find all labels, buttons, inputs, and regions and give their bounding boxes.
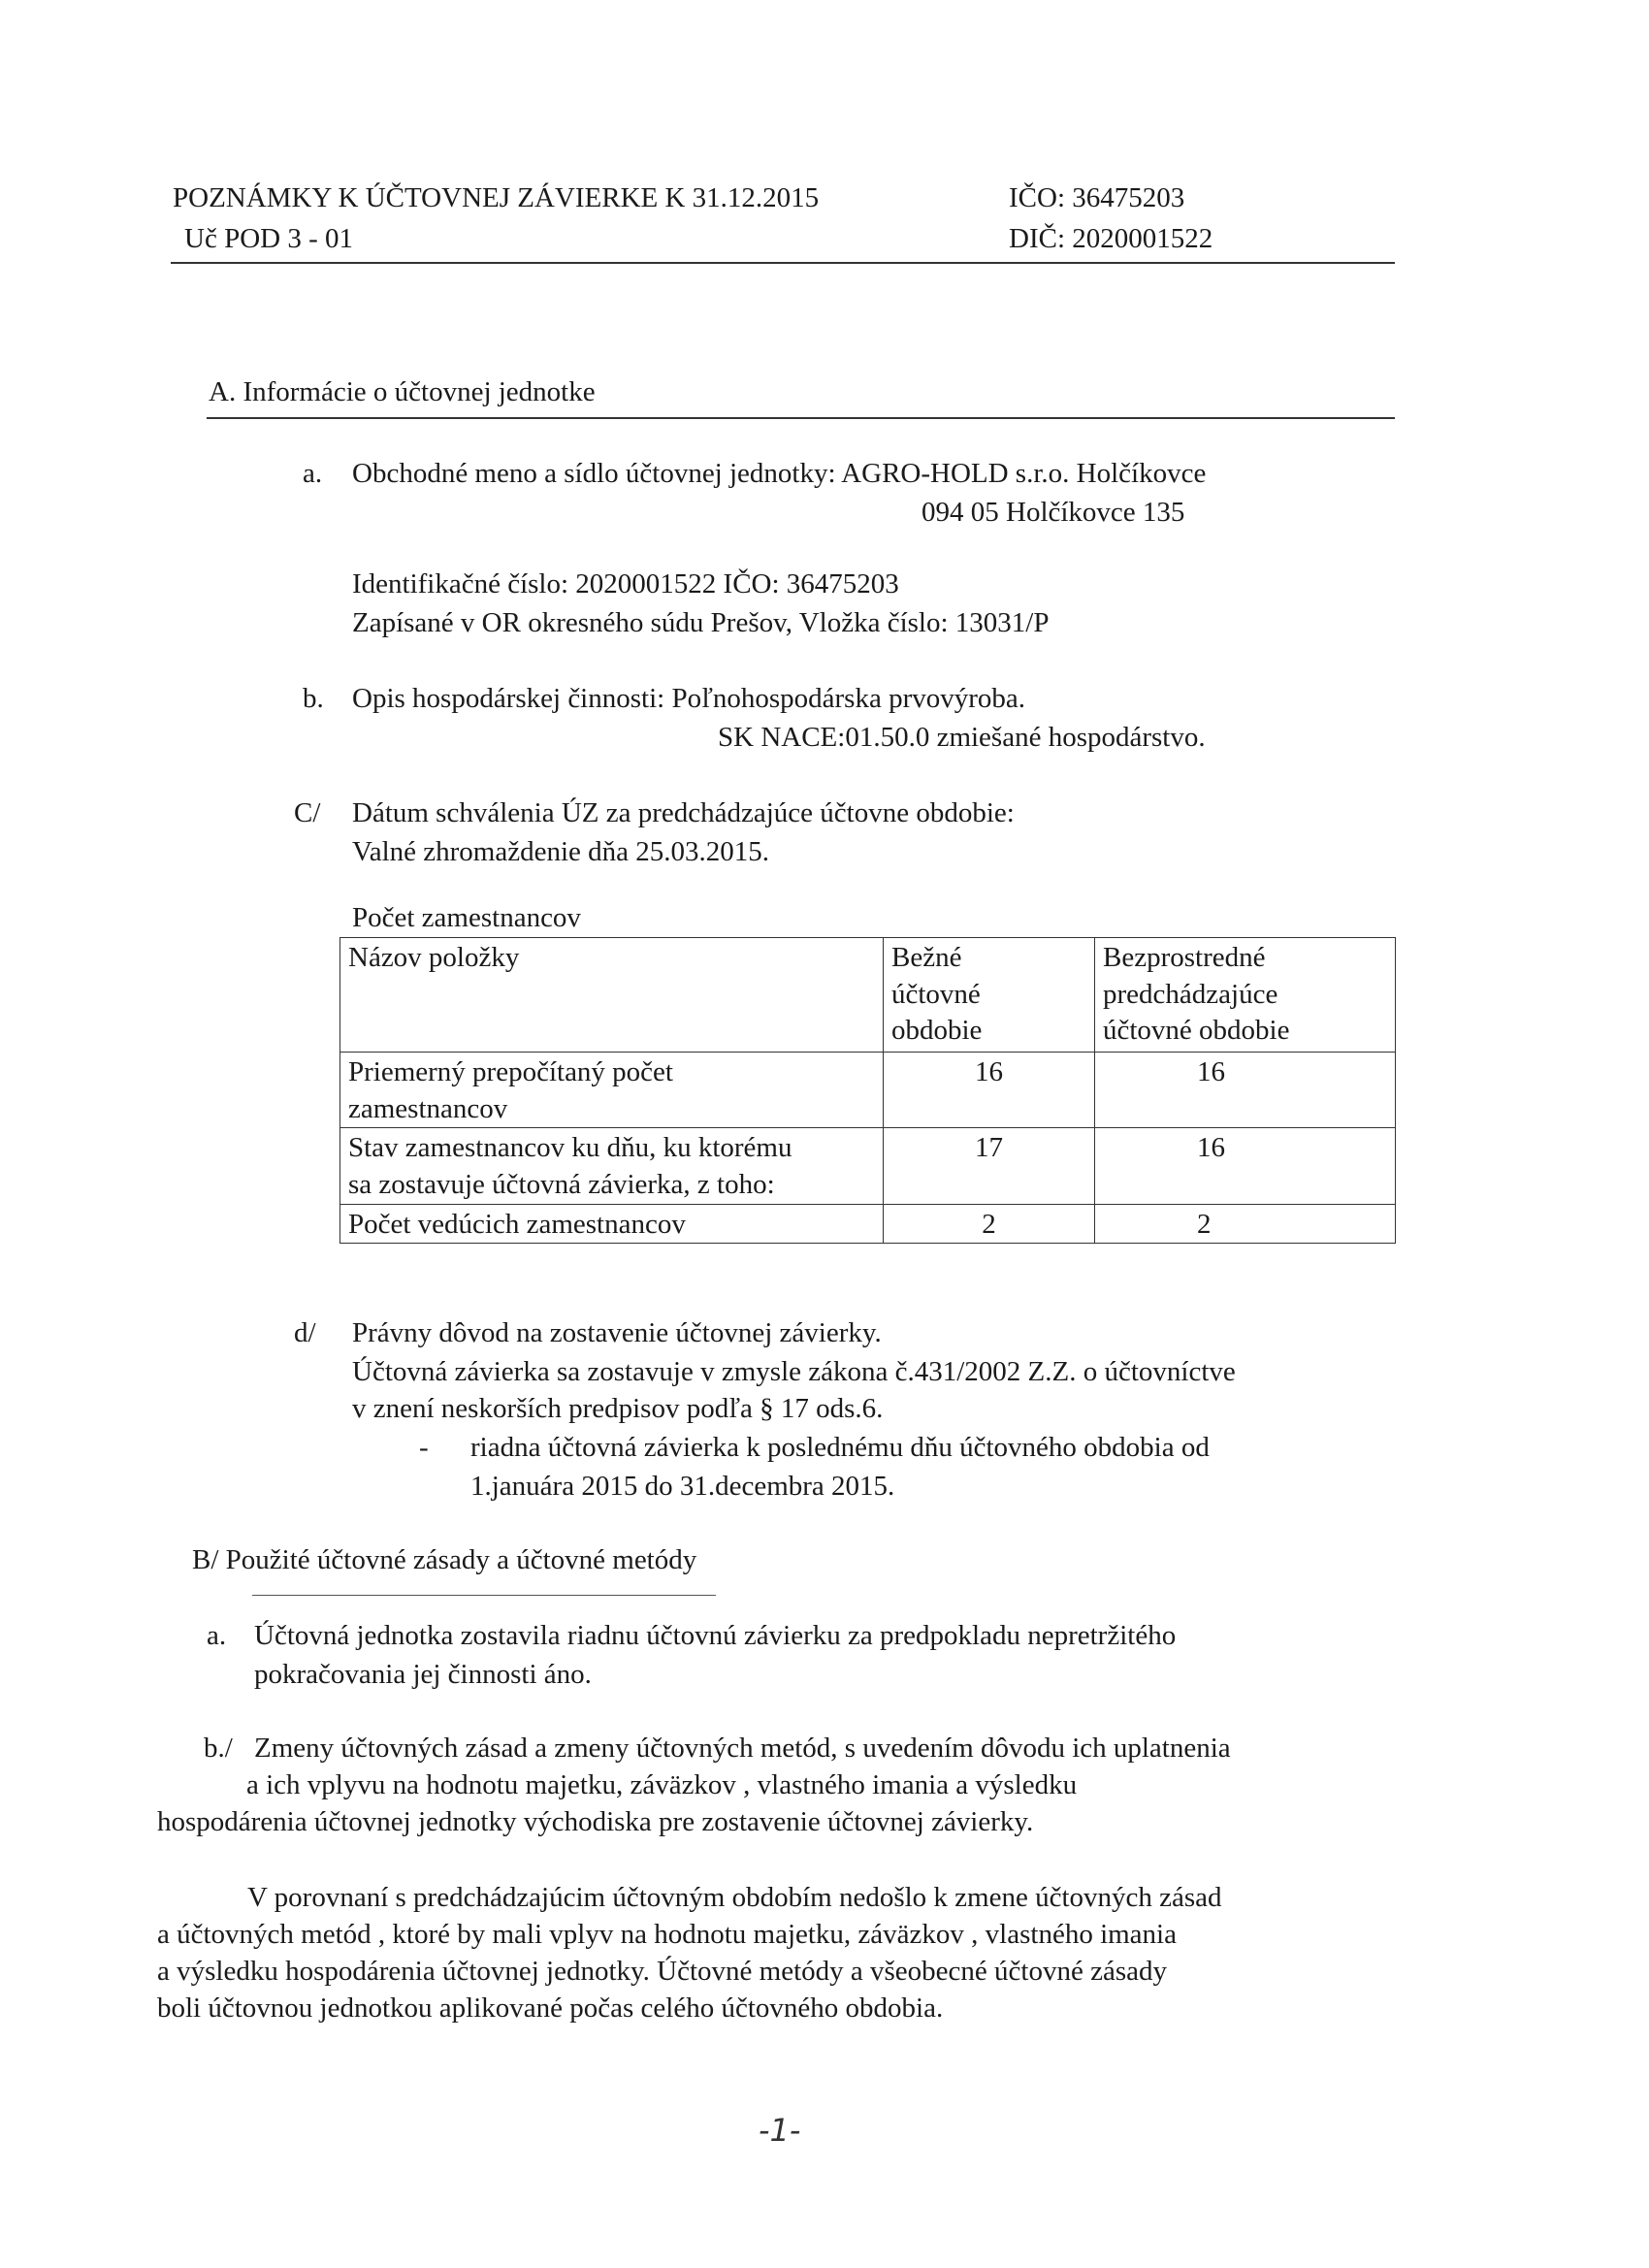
item-d-label: d/ <box>294 1317 316 1348</box>
nace-code: SK NACE:01.50.0 zmiešané hospodárstvo. <box>718 722 1206 753</box>
section-a-divider <box>207 417 1395 419</box>
bullet-item-line1: riadna účtovná závierka k poslednému dňu účtovného obdobia od <box>470 1432 1210 1463</box>
paragraph-line4: boli účtovnou jednotkou aplikované počas celého účtovného obdobia. <box>157 1993 944 2024</box>
item-b-a-label: a. <box>207 1620 227 1651</box>
row-previous: 16 <box>1095 1053 1396 1128</box>
header-current-period: Bežné účtovné obdobie <box>884 938 1095 1053</box>
table-row <box>340 1204 1396 1244</box>
section-b-divider <box>252 1595 716 1596</box>
approval-date: Valné zhromaždenie dňa 25.03.2015. <box>352 836 770 867</box>
paragraph-line1: V porovnaní s predchádzajúcim účtovným obdobím nedošlo k zmene účtovných zásad <box>247 1882 1222 1913</box>
document-title: POZNÁMKY K ÚČTOVNEJ ZÁVIERKE K 31.12.2015 <box>173 182 820 213</box>
company-address: 094 05 Holčíkovce 135 <box>922 497 1185 528</box>
approval-date-title: Dátum schválenia ÚZ za predchádzajúce účtovne obdobie: <box>352 797 1015 828</box>
row-current: 16 <box>884 1053 1095 1128</box>
header-divider <box>171 262 1395 264</box>
table-header-row <box>340 938 1396 1053</box>
legal-basis-title: Právny dôvod na zostavenie účtovnej závierky. <box>352 1317 882 1348</box>
identification-line: Identifikačné číslo: 2020001522 IČO: 36475203 <box>352 568 899 599</box>
row-label: Priemerný prepočítaný počet zamestnancov <box>340 1053 884 1128</box>
bullet-item-line2: 1.januára 2015 do 31.decembra 2015. <box>470 1471 895 1502</box>
going-concern-line1: Účtovná jednotka zostavila riadnu účtovnú závierku za predpokladu nepretržitého <box>254 1620 1177 1651</box>
paragraph-line2: a účtovných metód , ktoré by mali vplyv na hodnotu majetku, záväzkov , vlastného imania <box>157 1919 1177 1950</box>
company-name-line: Obchodné meno a sídlo účtovnej jednotky: AGRO-HOLD s.r.o. Holčíkovce <box>352 458 1207 489</box>
header-previous-period: Bezprostredné predchádzajúce účtovné obdobie <box>1095 938 1396 1053</box>
bullet-dash: - <box>419 1432 429 1463</box>
changes-line3: hospodárenia účtovnej jednotky východiska pre zostavenie účtovnej závierky. <box>157 1806 1034 1837</box>
legal-basis-line1: Účtovná závierka sa zostavuje v zmysle zákona č.431/2002 Z.Z. o účtovníctve <box>352 1356 1236 1387</box>
header-ico: IČO: 36475203 <box>1009 182 1185 213</box>
register-line: Zapísané v OR okresného súdu Prešov, Vložka číslo: 13031/P <box>352 607 1050 638</box>
changes-line2: a ich vplyvu na hodnotu majetku, záväzkov , vlastného imania a výsledku <box>246 1769 1078 1800</box>
going-concern-line2: pokračovania jej činnosti áno. <box>254 1659 592 1690</box>
employees-caption: Počet zamestnancov <box>352 902 581 933</box>
header-dic: DIČ: 2020001522 <box>1009 223 1213 254</box>
row-current: 17 <box>884 1128 1095 1204</box>
business-activity: Opis hospodárskej činnosti: Poľnohospodárska prvovýroba. <box>352 683 1026 714</box>
table-row <box>340 1128 1396 1204</box>
employees-table <box>340 937 1396 1244</box>
table-row <box>340 1053 1396 1128</box>
item-c-label: C/ <box>294 797 321 828</box>
header-item-name: Názov položky <box>340 938 884 1053</box>
row-label: Počet vedúcich zamestnancov <box>340 1204 884 1244</box>
header-code: Uč POD 3 - 01 <box>184 223 353 254</box>
paragraph-line3: a výsledku hospodárenia účtovnej jednotky. Účtovné metódy a všeobecné účtovné zásady <box>157 1956 1167 1987</box>
row-label: Stav zamestnancov ku dňu, ku ktorému sa zostavuje účtovná závierka, z toho: <box>340 1128 884 1204</box>
section-b-title: B/ Použité účtovné zásady a účtovné metódy <box>192 1544 697 1575</box>
item-a-label: a. <box>303 458 323 489</box>
row-previous: 2 <box>1095 1204 1396 1244</box>
row-current: 2 <box>884 1204 1095 1244</box>
changes-line1: Zmeny účtovných zásad a zmeny účtovných metód, s uvedením dôvodu ich uplatnenia <box>254 1733 1231 1764</box>
item-b-label: b. <box>303 683 324 714</box>
legal-basis-line2: v znení neskorších predpisov podľa § 17 ods.6. <box>352 1393 884 1424</box>
row-previous: 16 <box>1095 1128 1396 1204</box>
item-b-b-label: b./ <box>204 1733 233 1764</box>
page-number: -1- <box>759 2112 801 2149</box>
section-a-title: A. Informácie o účtovnej jednotke <box>209 376 596 407</box>
